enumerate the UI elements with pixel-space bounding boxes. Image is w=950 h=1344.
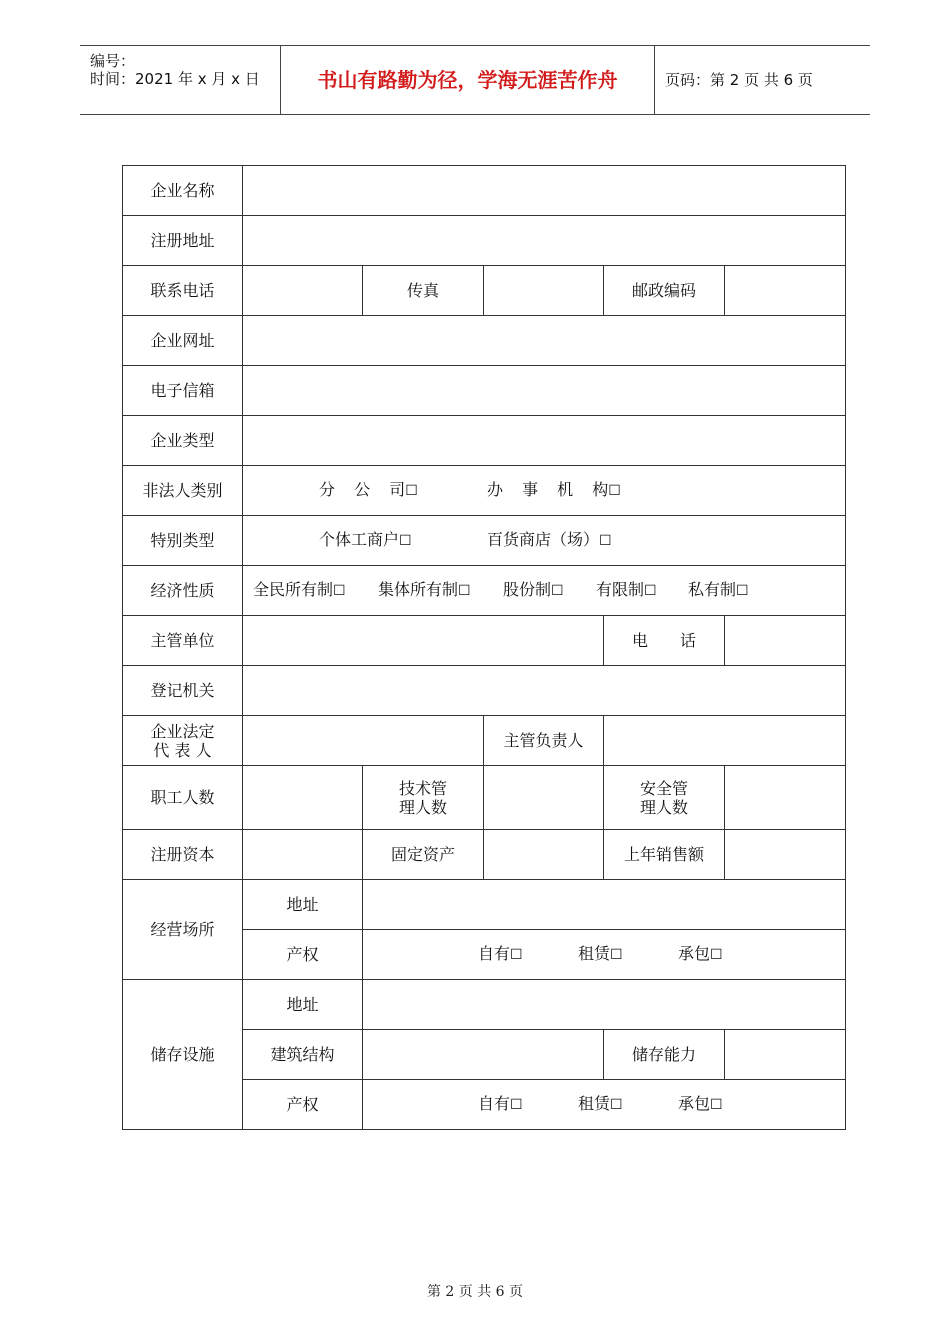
- option-storage-own-label: 自有: [478, 1094, 511, 1113]
- form-row-company-type: [123, 416, 846, 466]
- label-company-type: 企业类型: [123, 416, 243, 466]
- option-private-label: 私有制: [688, 580, 737, 599]
- header-meta-cell: [80, 46, 281, 114]
- checkbox-collective[interactable]: ☐: [458, 583, 471, 599]
- field-storage-capacity[interactable]: [725, 1030, 846, 1080]
- form-row-supervisor-unit: [123, 616, 846, 666]
- option-individual-business-label: 个体工商户: [319, 530, 400, 549]
- option-branch-office-label: 分 公 司: [319, 480, 406, 499]
- label-safety-mgmt: [604, 766, 725, 830]
- field-company-name[interactable]: [243, 166, 846, 216]
- form-row-contact: [123, 266, 846, 316]
- label-storage-facility: 储存设施: [123, 980, 243, 1130]
- label-legal-rep-line2: 代 表 人: [153, 740, 212, 760]
- field-premises-address[interactable]: [363, 880, 846, 930]
- field-storage-address[interactable]: [363, 980, 846, 1030]
- option-storage-lease-label: 租赁: [578, 1094, 611, 1113]
- label-storage-property: 产权: [243, 1080, 363, 1130]
- form-row-non-legal-type: [123, 466, 846, 516]
- checkbox-limited[interactable]: ☐: [644, 583, 657, 599]
- option-premises-lease[interactable]: [578, 944, 678, 965]
- label-email: 电子信箱: [123, 366, 243, 416]
- label-tech-mgmt-line1: 技术管: [398, 778, 447, 798]
- field-fax[interactable]: [484, 266, 604, 316]
- checkbox-storage-own[interactable]: ☐: [510, 1097, 523, 1113]
- document-time-label: 时间：2021 年 x 月 x 日: [90, 70, 260, 88]
- label-premises-property: 产权: [243, 930, 363, 980]
- option-storage-contract-label: 承包: [678, 1094, 711, 1113]
- page-footer: 第 2 页 共 6 页: [426, 1284, 524, 1300]
- option-joint-stock[interactable]: [503, 580, 596, 601]
- form-row-economic-nature: [123, 566, 846, 616]
- option-private[interactable]: [688, 580, 749, 601]
- option-premises-own[interactable]: [478, 944, 578, 965]
- field-registration-authority[interactable]: [243, 666, 846, 716]
- header-motto-cell: [281, 46, 655, 114]
- checkbox-storage-contract[interactable]: ☐: [710, 1097, 723, 1113]
- label-storage-address: 地址: [243, 980, 363, 1030]
- checkbox-premises-contract[interactable]: ☐: [710, 947, 723, 963]
- document-number-label: 编号：: [90, 52, 136, 70]
- motto: 书山有路勤为径，学海无涯苦作舟: [317, 68, 618, 92]
- option-storage-lease[interactable]: [578, 1094, 678, 1115]
- checkbox-storage-lease[interactable]: ☐: [610, 1097, 623, 1113]
- label-postcode: 邮政编码: [604, 266, 725, 316]
- form-row-storage-address: [123, 980, 846, 1030]
- option-state-owned-label: 全民所有制: [253, 580, 334, 599]
- registration-form: [122, 165, 846, 1130]
- label-fixed-assets: 固定资产: [363, 830, 484, 880]
- form-row-special-type: [123, 516, 846, 566]
- form-row-capital: [123, 830, 846, 880]
- field-supervisor-unit[interactable]: [243, 616, 604, 666]
- checkbox-premises-own[interactable]: ☐: [510, 947, 523, 963]
- field-premises-property: [363, 930, 846, 980]
- label-safety-mgmt-line2: 理人数: [639, 797, 688, 817]
- option-premises-own-label: 自有: [478, 944, 511, 963]
- label-building-structure: 建筑结构: [243, 1030, 363, 1080]
- option-branch-office[interactable]: [319, 480, 487, 501]
- label-manager: 主管负责人: [484, 716, 604, 766]
- field-building-structure[interactable]: [363, 1030, 604, 1080]
- option-limited-label: 有限制: [596, 580, 645, 599]
- label-staff-count: 职工人数: [123, 766, 243, 830]
- option-rep-office-label: 办 事 机 构: [487, 480, 609, 499]
- field-manager[interactable]: [604, 716, 846, 766]
- field-storage-property: [363, 1080, 846, 1130]
- label-storage-capacity: 储存能力: [604, 1030, 725, 1080]
- label-special-type: 特别类型: [123, 516, 243, 566]
- label-reg-address: 注册地址: [123, 216, 243, 266]
- field-website[interactable]: [243, 316, 846, 366]
- option-collective[interactable]: [378, 580, 503, 601]
- option-joint-stock-label: 股份制: [503, 580, 552, 599]
- label-legal-rep: [123, 716, 243, 766]
- label-tel: 电 话: [604, 616, 725, 666]
- form-row-legal-rep: [123, 716, 846, 766]
- field-phone[interactable]: [243, 266, 363, 316]
- label-non-legal-type: 非法人类别: [123, 466, 243, 516]
- label-tech-mgmt-line2: 理人数: [398, 797, 447, 817]
- form-row-premises-address: [123, 880, 846, 930]
- checkbox-department-store[interactable]: ☐: [599, 533, 612, 549]
- header-page-cell: [655, 46, 870, 114]
- label-business-premises: 经营场所: [123, 880, 243, 980]
- checkbox-individual-business[interactable]: ☐: [399, 533, 412, 549]
- label-economic-nature: 经济性质: [123, 566, 243, 616]
- field-email[interactable]: [243, 366, 846, 416]
- form-row-company-name: [123, 166, 846, 216]
- field-tel[interactable]: [725, 616, 846, 666]
- field-safety-mgmt[interactable]: [725, 766, 846, 830]
- option-premises-contract[interactable]: [678, 944, 723, 965]
- field-tech-mgmt[interactable]: [484, 766, 604, 830]
- option-individual-business[interactable]: [319, 530, 487, 551]
- label-tech-mgmt: [363, 766, 484, 830]
- option-department-store-label: 百货商店（场）: [487, 530, 600, 549]
- label-last-year-sales: 上年销售额: [604, 830, 725, 880]
- field-company-type[interactable]: [243, 416, 846, 466]
- label-website: 企业网址: [123, 316, 243, 366]
- label-phone: 联系电话: [123, 266, 243, 316]
- option-limited[interactable]: [596, 580, 688, 601]
- form-row-website: [123, 316, 846, 366]
- checkbox-rep-office[interactable]: ☐: [608, 483, 621, 499]
- label-safety-mgmt-line1: 安全管: [639, 778, 688, 798]
- field-last-year-sales[interactable]: [725, 830, 846, 880]
- field-reg-capital[interactable]: [243, 830, 363, 880]
- field-legal-rep[interactable]: [243, 716, 484, 766]
- page-number-label: 页码：第 2 页 共 6 页: [665, 71, 813, 89]
- option-rep-office[interactable]: [487, 480, 621, 501]
- label-reg-capital: 注册资本: [123, 830, 243, 880]
- checkbox-premises-lease[interactable]: ☐: [610, 947, 623, 963]
- field-special-type: [243, 516, 846, 566]
- field-reg-address[interactable]: [243, 216, 846, 266]
- option-collective-label: 集体所有制: [378, 580, 459, 599]
- option-storage-contract[interactable]: [678, 1094, 723, 1115]
- field-staff-count[interactable]: [243, 766, 363, 830]
- label-registration-authority: 登记机关: [123, 666, 243, 716]
- checkbox-private[interactable]: ☐: [736, 583, 749, 599]
- checkbox-branch-office[interactable]: ☐: [405, 483, 418, 499]
- field-non-legal-type: [243, 466, 846, 516]
- option-state-owned[interactable]: [253, 580, 378, 601]
- field-postcode[interactable]: [725, 266, 846, 316]
- field-economic-nature: [243, 566, 846, 616]
- checkbox-state-owned[interactable]: ☐: [333, 583, 346, 599]
- document-header: [80, 45, 870, 115]
- label-company-name: 企业名称: [123, 166, 243, 216]
- checkbox-joint-stock[interactable]: ☐: [551, 583, 564, 599]
- form-row-email: [123, 366, 846, 416]
- label-fax: 传真: [363, 266, 484, 316]
- form-row-staff: [123, 766, 846, 830]
- option-premises-contract-label: 承包: [678, 944, 711, 963]
- label-legal-rep-line1: 企业法定: [150, 721, 215, 741]
- field-fixed-assets[interactable]: [484, 830, 604, 880]
- form-row-reg-address: [123, 216, 846, 266]
- option-premises-lease-label: 租赁: [578, 944, 611, 963]
- option-department-store[interactable]: [487, 530, 612, 551]
- option-storage-own[interactable]: [478, 1094, 578, 1115]
- label-premises-address: 地址: [243, 880, 363, 930]
- form-row-registration-authority: [123, 666, 846, 716]
- label-supervisor-unit: 主管单位: [123, 616, 243, 666]
